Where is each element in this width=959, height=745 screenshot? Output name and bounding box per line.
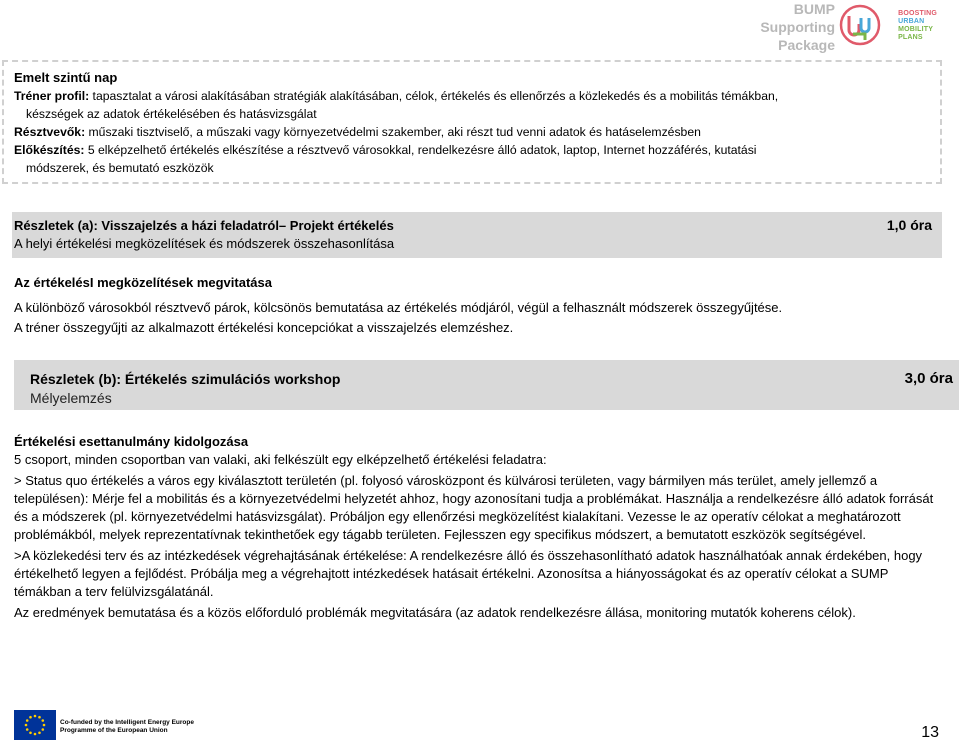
preparation-label: Előkészítés:	[14, 143, 85, 157]
section-b-subtitle: Mélyelemzés	[30, 390, 112, 406]
cofunding-line-1: Co-funded by the Intelligent Energy Europe	[60, 719, 194, 726]
logo-text-mobility: MOBILITY	[898, 26, 934, 33]
section-b-paragraph-1: > Status quo értékelés a város egy kiválasztott területén (pl. folyosó városközpont és külvárosi területen, vagy bármilyen más terület, amely jellemző a településen): Mérje fel a mobilitás és a környezetvédelmi helyzetét ahhoz, hogy azonosítani tudja a problémákat. Használja a rendelkezésre álló adatok forrását és a módszerek (pl. környezetvédelmi hatásvizsgálat). Próbáljon egy ellenőrzési megközelítést kialakítani. Vezesse le az operatív célokat a meghatározott problémákból, melyek reprezentatívnak tekinthetőek egy tágabb területen. Fejlesszen egy specifikus módszert, a bemutatott eszközök segítségével.	[14, 473, 934, 542]
section-a-header	[12, 212, 942, 258]
trainer-profile-text: tapasztalat a városi alakításában stratégiák alakításában, célok, értékelés és ellenőrzés a közlekedés és a mobilitás témákban,	[89, 89, 779, 103]
logo-text-plans: PLANS	[898, 34, 923, 41]
section-b-paragraph-3: Az eredmények bemutatása és a közös előforduló problémák megvitatására (az adatok rendelkezésre állása, monitoring mutatók koherens célok).	[14, 605, 856, 620]
eu-flag-icon	[14, 710, 56, 740]
section-a-body	[14, 273, 944, 338]
section-b-intro-line: 5 csoport, minden csoportban van valaki, aki felkészült egy elképzelhető értékelési feladatra:	[14, 452, 547, 467]
section-b-heading: Értékelési esettanulmány kidolgozása	[14, 434, 249, 449]
section-a-heading: Az értékelésI megközelítések megvitatása	[14, 275, 272, 290]
course-profile-box	[2, 60, 942, 184]
logo-text-urban: URBAN	[898, 18, 925, 25]
trainer-profile-label: Tréner profil:	[14, 89, 90, 103]
cofunding-line-2: Programme of the European Union	[60, 727, 168, 734]
participants	[14, 123, 930, 141]
participants-label: Résztvevők:	[14, 125, 86, 139]
cofunding-notice	[60, 719, 194, 735]
section-a-subtitle: A helyi értékelési megközelítések és módszerek összehasonlítása	[14, 236, 395, 251]
section-b-duration: 3,0 óra	[904, 370, 953, 387]
preparation	[14, 141, 930, 159]
page-number: 13	[921, 724, 939, 741]
section-b-title: Részletek (b): Értékelés szimulációs workshop	[30, 371, 341, 387]
section-a-title: Részletek (a): Visszajelzés a házi feladatról– Projekt értékelés	[14, 218, 394, 233]
section-b-body	[14, 433, 944, 625]
section-a-paragraph-2: A tréner összegyűjti az alkalmazott értékelési koncepciókat a visszajelzés elemzéshez.	[14, 320, 514, 335]
bump-logo-icon	[839, 4, 881, 46]
bump-line-2: Supporting	[760, 19, 835, 35]
section-b-paragraph-2: >A közlekedési terv és az intézkedések végrehajtásának értékelése: A rendelkezésre álló és összehasonlítható adatok használhatóak annak érdekében, hogy értékelhető legyen a fejlődést. Próbálja meg a végrehajtott intézkedések hatásait értékelni. Azonosítsa a hiányosságokat és az operatív célokat a SUMP témákban a terv felülvizsgálatánál.	[14, 548, 923, 599]
trainer-profile	[14, 87, 930, 105]
logo-text-boosting: BOOSTING	[898, 10, 937, 17]
section-a-paragraph-1: A különböző városokból résztvevő párok, kölcsönös bemutatása az értékelés módjáról, végül a felhasznált módszerek összegyűjtése.	[14, 300, 783, 315]
course-level-title: Emelt szintű nap	[14, 70, 118, 85]
page-header	[0, 0, 959, 58]
logo-text	[898, 10, 937, 42]
bump-supporting-package-label	[760, 0, 835, 54]
participants-text: műszaki tisztviselő, a műszaki vagy környezetvédelmi szakember, aki részt tud venni adatok és hatáselemzésben	[85, 125, 701, 139]
bump-line-3: Package	[778, 37, 835, 53]
trainer-profile-continued: készségek az adatok értékelésében és hatásvizsgálat	[26, 107, 317, 121]
section-b-header	[14, 360, 959, 410]
bump-line-1: BUMP	[793, 1, 835, 17]
eu-stars-icon	[14, 710, 56, 740]
preparation-continued: módszerek, és bemutató eszközök	[26, 161, 214, 175]
preparation-text: 5 elképzelhető értékelés elkészítése a résztvevő városokkal, rendelkezésre álló adatok, laptop, Internet hozzáférés, kutatási	[84, 143, 757, 157]
section-a-duration: 1,0 óra	[886, 217, 932, 233]
